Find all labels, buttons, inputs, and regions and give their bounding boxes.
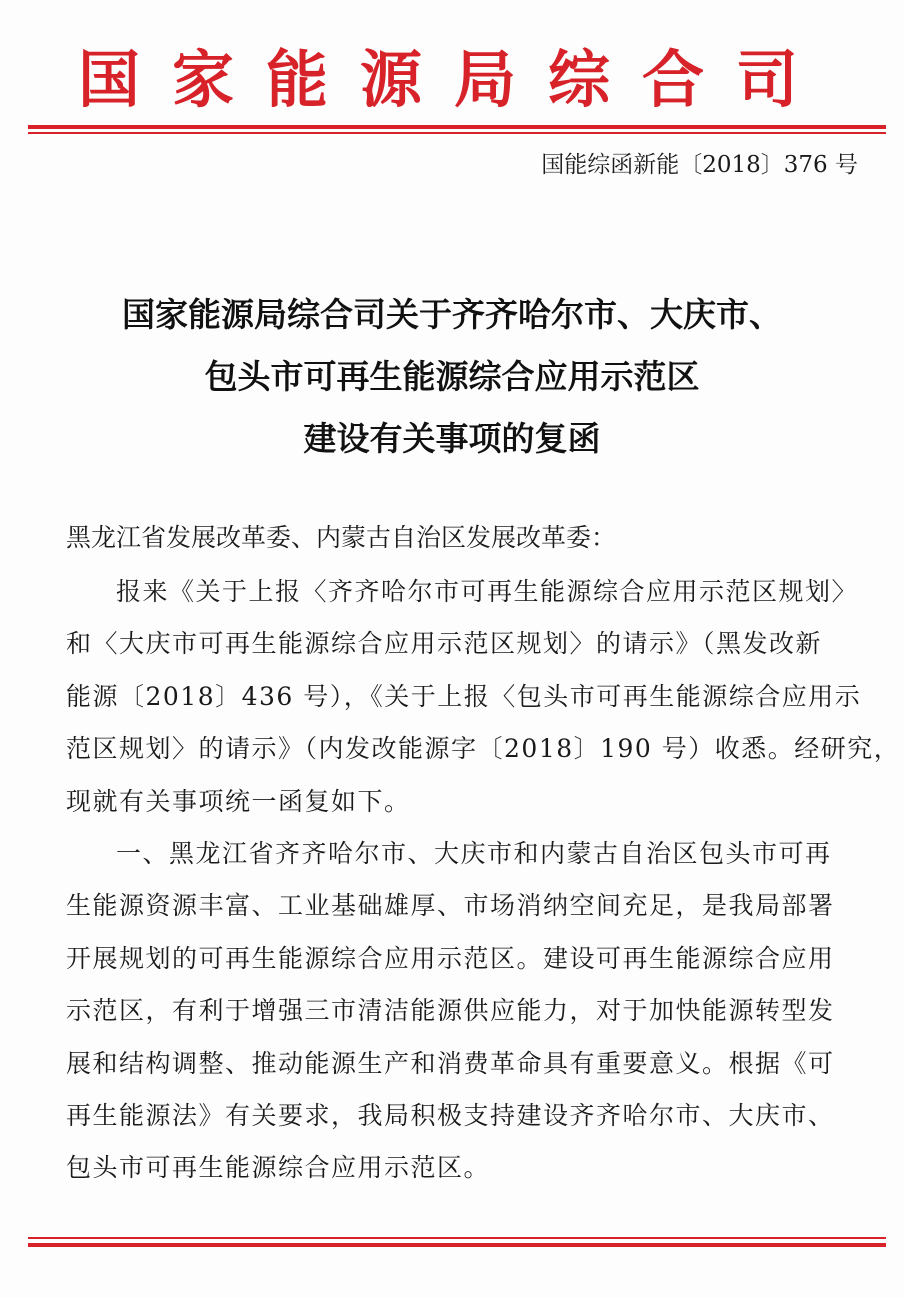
document-title — [40, 284, 864, 470]
paragraph-2-line: 一、黑龙江省齐齐哈尔市、大庆市和内蒙古自治区包头市可再 — [116, 839, 832, 868]
title-line-2: 包头市可再生能源综合应用示范区 — [204, 357, 700, 396]
letterhead-red-rule-thick — [28, 125, 886, 129]
paragraph-1-line: 能源〔2018〕436 号），《关于上报〈包头市可再生能源综合应用示 — [66, 681, 862, 711]
paragraph-2-line: 开展规划的可再生能源综合应用示范区。建设可再生能源综合应用 — [66, 943, 835, 973]
paragraph-2-line: 示范区，有利于增强三市清洁能源供应能力，对于加快能源转型发 — [66, 996, 835, 1026]
letterhead-issuer: 国家能源局综合司 — [78, 43, 831, 116]
paragraph-2 — [66, 828, 866, 1195]
paragraph-1 — [66, 566, 901, 828]
paragraph-2-line: 展和结构调整、推动能源生产和消费革命具有重要意义。根据《可 — [66, 1048, 835, 1078]
paragraph-1-line: 范区规划〉的请示》（内发改能源字〔2018〕190 号）收悉。经研究， — [66, 734, 901, 764]
paragraph-2-line: 包头市可再生能源综合应用示范区。 — [66, 1153, 491, 1183]
addressee: 黑龙江省发展改革委、内蒙古自治区发展改革委： — [66, 523, 617, 552]
paragraph-1-line: 和〈大庆市可再生能源综合应用示范区规划〉的请示》（黑发改新 — [66, 629, 823, 659]
paragraph-1-line: 现就有关事项统一函复如下。 — [66, 786, 411, 816]
paragraph-1-line: 报来《关于上报〈齐齐哈尔市可再生能源综合应用示范区规划〉 — [116, 577, 859, 606]
footer-red-rule-thin — [28, 1237, 886, 1239]
paragraph-2-line: 生能源资源丰富、工业基础雄厚、市场消纳空间充足，是我局部署 — [66, 891, 835, 921]
title-line-1: 国家能源局综合司关于齐齐哈尔市、大庆市、 — [122, 295, 782, 334]
paragraph-2-line: 再生能源法》有关要求，我局积极支持建设齐齐哈尔市、大庆市、 — [66, 1101, 835, 1131]
footer-red-rule-thick — [28, 1243, 886, 1247]
document-number: 国能综函新能〔2018〕376 号 — [541, 152, 858, 178]
letterhead-red-rule-thin — [28, 132, 886, 134]
title-line-3: 建设有关事项的复函 — [303, 419, 601, 458]
